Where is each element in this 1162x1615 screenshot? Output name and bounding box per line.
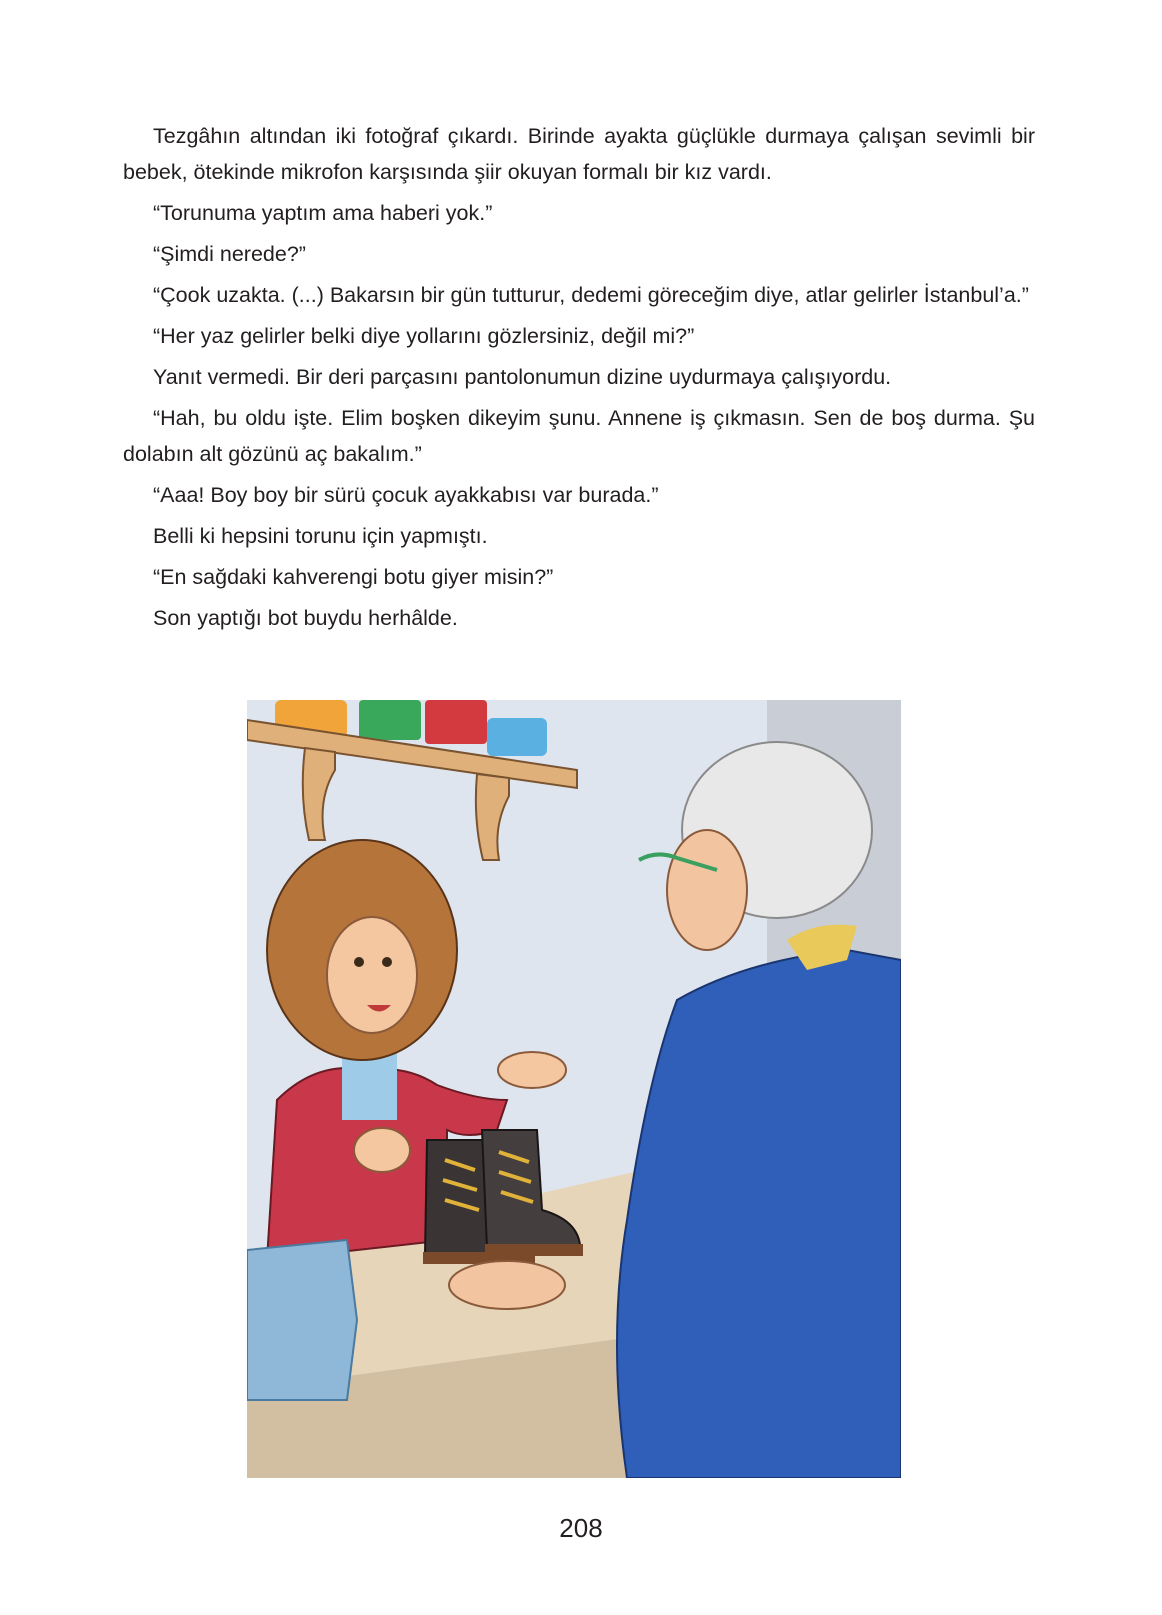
paragraph: “Hah, bu oldu işte. Elim boşken dikeyim şunu. Annene iş çıkmasın. Sen de boş durma. Şu dolabın alt gözünü aç bakalım.” bbox=[123, 406, 1035, 466]
jar-red bbox=[425, 700, 487, 744]
paragraph: “Torunuma yaptım ama haberi yok.” bbox=[153, 201, 493, 225]
girl-face bbox=[327, 917, 417, 1033]
man-hand bbox=[449, 1261, 565, 1309]
jeans bbox=[247, 1240, 357, 1400]
paragraph: Son yaptığı bot buydu herhâlde. bbox=[153, 606, 458, 630]
paragraph: “Aaa! Boy boy bir sürü çocuk ayakkabısı var burada.” bbox=[153, 483, 659, 507]
girl-pointing-hand bbox=[354, 1128, 410, 1172]
story-text bbox=[123, 118, 1035, 641]
boot-sole-right bbox=[485, 1244, 583, 1256]
girl-eye-right bbox=[382, 957, 392, 967]
man-face bbox=[667, 830, 747, 950]
paragraph: “Her yaz gelirler belki diye yollarını gözlersiniz, değil mi?” bbox=[153, 324, 695, 348]
paragraph: “Çook uzakta. (...) Bakarsın bir gün tutturur, dedemi göreceğim diye, atlar gelirler İstanbul’a.” bbox=[153, 283, 1029, 307]
shoemaker-illustration bbox=[247, 700, 901, 1478]
page-number: 208 bbox=[559, 1513, 603, 1543]
jar-blue bbox=[487, 718, 547, 756]
paragraph: “En sağdaki kahverengi botu giyer misin?” bbox=[153, 565, 554, 589]
jar-green bbox=[359, 700, 421, 740]
paragraph: Tezgâhın altından iki fotoğraf çıkardı. Birinde ayakta güçlükle durmaya çalışan sevimli bir bebek, ötekinde mikrofon karşısında şiir okuyan formalı bir kız vardı. bbox=[123, 124, 1035, 184]
paragraph: Yanıt vermedi. Bir deri parçasını pantolonumun dizine uydurmaya çalışıyordu. bbox=[153, 365, 892, 389]
paragraph: “Şimdi nerede?” bbox=[153, 242, 306, 266]
girl-hand bbox=[498, 1052, 566, 1088]
illustration-svg bbox=[247, 700, 901, 1478]
paragraph: Belli ki hepsini torunu için yapmıştı. bbox=[153, 524, 488, 548]
girl-eye-left bbox=[354, 957, 364, 967]
